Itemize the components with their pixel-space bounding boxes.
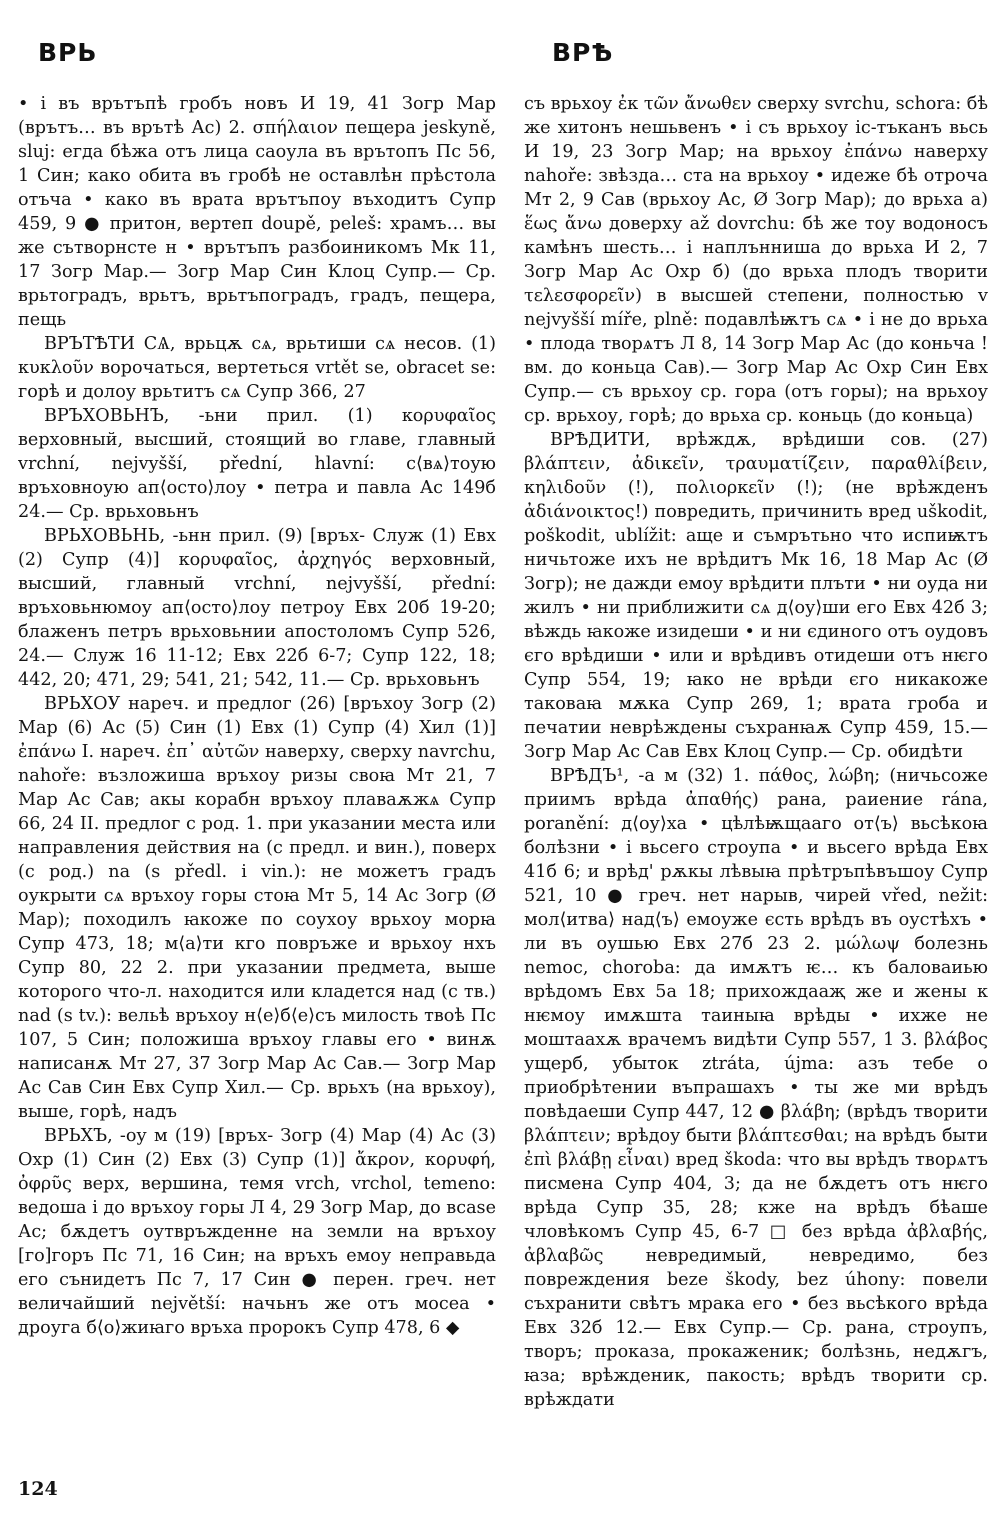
- right-column: [524, 92, 988, 1490]
- running-headword-right: ВРѢ: [552, 38, 614, 67]
- page-number: 124: [18, 1478, 58, 1500]
- dictionary-entry: ВРѢДИТИ, врѣждѫ, врѣдиши сов. (27) βλάπτειν, ἀδικεῖν, τραυματίζειν, παραθλίβειν, κηλιδοῦν (!), πολιορκεῖν (!); (не врѣжденъ ἀδιάνοικτος!) повредить, причинить вред uškodit, poškodit, ublížit: аще и съмрътьно что испиѭтъ ничьтоже ихъ не врѣдитъ Мк 16, 18 Мар Ас (Ø Зогр); не дажди емоу врѣдити плъти • ни оуда ни жилъ • ни приближити сѧ д⟨оу⟩ши его Евх 42б 3; вѣждь ꙗкоже изидеши • и ни єдиного отъ оудовъ єго врѣдиши • или и врѣдивъ отидеши отъ нѥго Супр 554, 19; ꙗко не врѣди єго никакоже таковаꙗ мѫка Супр 269, 1; врата гроба и печатии неврѣждены съхранꙗѫ Супр 459, 15.— Зогр Мар Ас Сав Евх Клоц Супр.— Ср. обидѣти: [524, 430, 988, 762]
- dictionary-entry: ВРЬХЪ, -оу м (19) [връх- Зогр (4) Мар (4) Ас (3) Охр (1) Син (2) Евх (3) Супр (1)] ἄκρον, κορυφή, ὀφρῦς верх, вершина, темя vrch, vrchol, temeno: ведоша і до връхоу горы Л 4, 29 Зогр Мар, до вcase Ас; бѫдетъ оутвръжденне на земли на връхоу [го]горъ Пс 71, 16 Син; на връхъ емоу неправьда его сънидетъ Пс 7, 17 Син ● перен. греч. нет величайший největší: начьнъ же отъ мосеа • дроуга б⟨о⟩жиꙗго връха пророкъ Супр 478, 6 ◆: [18, 1126, 496, 1338]
- dictionary-entry: ВРЬХОУ нареч. и предлог (26) [връхоу Зогр (2) Мар (6) Ас (5) Син (1) Евх (1) Супр (4) Хил (1)] ἐπάνω I. нареч. ἐπ᾿ αὐτῶν наверху, сверху navrchu, nahoře: възложиша връхоу ризы своꙗ Мт 21, 7 Мар Ас Сав; акы корабн връхоу плаваѫжѧ Супр 66, 24 II. предлог с род. 1. при указании места или направления действия на (с предл. и вин.), поверх (с род.) na (s předl. i vin.): не можетъ градъ оукрыти сѧ връхоу горы стоꙗ Мт 5, 14 Ас Зогр (Ø Мар); походилъ ꙗкоже по соухоу врьхоу морꙗ Супр 473, 18; м⟨а⟩ти кго повръже и врьхоу нхъ Супр 80, 22 2. при указании предмета, выше которого что-л. находится или кладется над (с тв.) nad (s tv.): вельѣ връхоу н⟨е⟩б⟨е⟩съ милость твоѣ Пс 107, 5 Син; положиша връхоу главы его • винѫ написанѫ Мт 27, 37 Зогр Мар Ас Сав.— Зогр Мар Ас Сав Син Евх Супр Хил.— Ср. врьхъ (на врьхоу), выше, горѣ, надъ: [18, 694, 496, 1122]
- dictionary-entry: ВРЪТѢТИ СѦ, врьцѫ сѧ, врьтиши сѧ несов. (1) κυκλοῦν ворочаться, вертеться vrtět se, obracet se: горѣ и долоу врьтитъ сѧ Супр 366, 27: [18, 334, 496, 402]
- running-headword-left: ВРЬ: [38, 38, 98, 67]
- left-column: [18, 92, 496, 1490]
- dictionary-entry: • і въ врътъпѣ гробъ новъ И 19, 41 Зогр Мар (врътъ… въ врътѣ Ас) 2. σπήλαιον пещера jeskyně, sluj: егда бѣжа отъ лица саоула въ врътопъ Пс 56, 1 Син; како обита въ гробѣ не оставлѣн прѣстола отъча • како въ врата врътъпоу въходитъ Супр 459, 9 ● притон, вертеп doupě, peleš: храмъ… вы же сътворнсте н • врътъпъ разбоиникомъ Мк 11, 17 Зогр Мар.— Зогр Мар Син Клоц Супр.— Ср. врьтоградъ, врьтъ, врьтъпоградъ, градъ, пещера, пещь: [18, 94, 496, 330]
- dictionary-entry: ВРЪХОВЬНЪ, -ьни прил. (1) κορυφαῖος верховный, высший, стоящий во главе, главный vrchní, nejvyšší, přední, hlavní: с⟨вѧ⟩тоую връховноую ап⟨осто⟩лоу • петра и павла Ас 149б 24.— Ср. врьховьнъ: [18, 406, 496, 522]
- dictionary-entry: съ врьхоу ἐκ τῶν ἄνωθεν сверху svrchu, schora: бѣ же хитонъ нешьвенъ • і съ врьхоу іс-тъканъ вьсь И 19, 23 Зогр Мар; на врьхоу ἐπάνω наверху nahoře: звѣзда… ста на врьхоу • идеже бѣ отроча Мт 2, 9 Сав (врьхоу Ас, Ø Зогр Мар); до врьха а) ἕως ἄνω доверху až dovrchu: бѣ же тоу водоносъ камѣнъ шесть… і наплънниша до врьха И 2, 7 Зогр Мар Ас Охр б) (до врьха плодъ творити τελεσφορεῖν) в высшей степени, полностью v nejvyšší míře, plně: подавлѣѭтъ сѧ • і не до врьха • плода творѧтъ Л 8, 14 Зогр Мар Ас (до коньча ! вм. до коньца Сав).— Зогр Мар Ас Охр Син Евх Супр.— съ врьхоу ср. гора (отъ горы); на врьхоу ср. врьхоу, горѣ; до врьха ср. коньць (до коньца): [524, 94, 988, 426]
- dictionary-entry: ВРЬХОВЬНЬ, -ьнн прил. (9) [връх- Служ (1) Евх (2) Супр (4)] κορυφαῖος, ἀρχηγός верховный, высший, главный vrchní, nejvyšší, přední: връховьнюмоу ап⟨осто⟩лоу петроу Евх 20б 19-20; блаженъ петръ врьховьнии апостоломъ Супр 526, 24.— Служ 16 11-12; Евх 22б 6-7; Супр 122, 18; 442, 20; 471, 29; 541, 21; 542, 11.— Ср. врьховьнъ: [18, 526, 496, 690]
- dictionary-entry: ВРѢДЪ¹, -а м (32) 1. πάθος, λώβη; (ничьсоже приимъ врѣда ἀπαθής) рана, раиение rána, poranění: д⟨оу⟩ха • цѣлѣѭщааго от⟨ъ⟩ вьсѣкоꙗ болѣзни • і вьсего строупа • и вьсего врѣда Евх 41б 6; и врѣд' рѫкы лѣвыꙗ прѣтръпѣвъшоу Супр 521, 10 ● греч. нет нарыв, чирей vřed, nežit: мол⟨итва⟩ над⟨ъ⟩ емоуже єсть врѣдъ въ оустѣхъ • ли въ оушью Евх 27б 23 2. μώλωψ болезнь nemoc, choroba: да имѫтъ ѥ… къ баловаиью врѣдомъ Евх 5а 18; прихождааҗ же и жены к нѥмоу имѫшта таиныꙗ врѣды • ихже не моштаахѫ врачемъ видѣти Супр 557, 1 3. βλάβος ущерб, убыток ztráta, újma: азъ тебе о приобрѣтении въпрашахъ • ты же ми врѣдъ повѣдаеши Супр 447, 12 ● βλάβη; (врѣдъ творити βλάπτειν; врѣдоу быти βλάπτεσθαι; на врѣдъ быти ἐπὶ βλάβῃ εἶναι) вред škoda: что вы врѣдъ творѧтъ писмена Супр 404, 3; да не бѫдетъ отъ нѥго врѣда Супр 35, 28; кже на врѣдъ бѣаше чловѣкомъ Супр 45, 6-7 □ без врѣда ἀβλαβής, ἀβλαβῶς невредимый, невредимо, без повреждения beze škody, bez úhony: повели съхранити свѣтъ мрака его • без вьсѣкого врѣда Евх 32б 12.— Евх Супр.— Ср. рана, строупъ, творъ; проказа, прокаженик; болѣзнь, недѫгъ, ꙗза; врѣжденик, пакость; врѣдъ творити ср. врѣждати: [524, 766, 988, 1410]
